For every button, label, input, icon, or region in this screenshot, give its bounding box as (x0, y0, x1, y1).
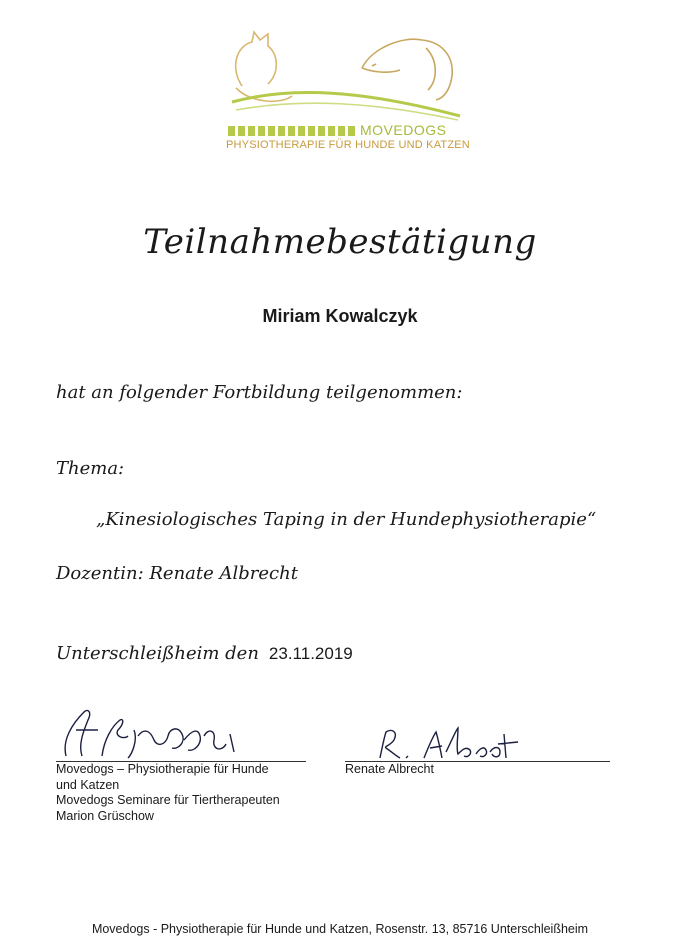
logo-brand: MOVEDOGS (360, 122, 447, 138)
caption-line: Marion Grüschow (56, 808, 154, 823)
dog-outline-icon (362, 39, 452, 100)
logo-artwork (222, 28, 472, 128)
place: Unterschleißheim den (56, 643, 259, 664)
certificate-title: Teilnahmebestätigung (143, 222, 537, 262)
caption-line: und Katzen (56, 777, 120, 792)
footer-address: Movedogs - Physiotherapie für Hunde und Katzen, Rosenstr. 13, 85716 Unterschleißheim (91, 922, 589, 936)
signature-caption-left (56, 762, 316, 824)
logo-bar (228, 126, 358, 136)
signature-caption-right (345, 762, 434, 778)
signature-left (58, 700, 248, 764)
participant-name: Miriam Kowalczyk (262, 306, 418, 326)
intro-text: hat an folgender Fortbildung teilgenommen: (56, 382, 463, 403)
green-swoosh-thin (236, 103, 458, 120)
cat-outline-icon (236, 32, 292, 101)
theme-label: Thema: (56, 458, 125, 479)
place-date (56, 643, 353, 664)
logo-tagline: PHYSIOTHERAPIE FÜR HUNDE UND KATZEN (226, 139, 470, 151)
date: 23.11.2019 (268, 644, 353, 663)
caption-line: Renate Albrecht (345, 762, 434, 776)
theme-value: „Kinesiologisches Taping in der Hundephysiotherapie“ (96, 509, 597, 530)
lecturer: Dozentin: Renate Albrecht (56, 563, 298, 584)
signature-right (372, 724, 532, 764)
caption-line: Movedogs – Physiotherapie für Hunde (56, 762, 269, 776)
movedogs-logo (222, 28, 472, 156)
caption-line: Movedogs Seminare für Tiertherapeuten (56, 793, 280, 807)
